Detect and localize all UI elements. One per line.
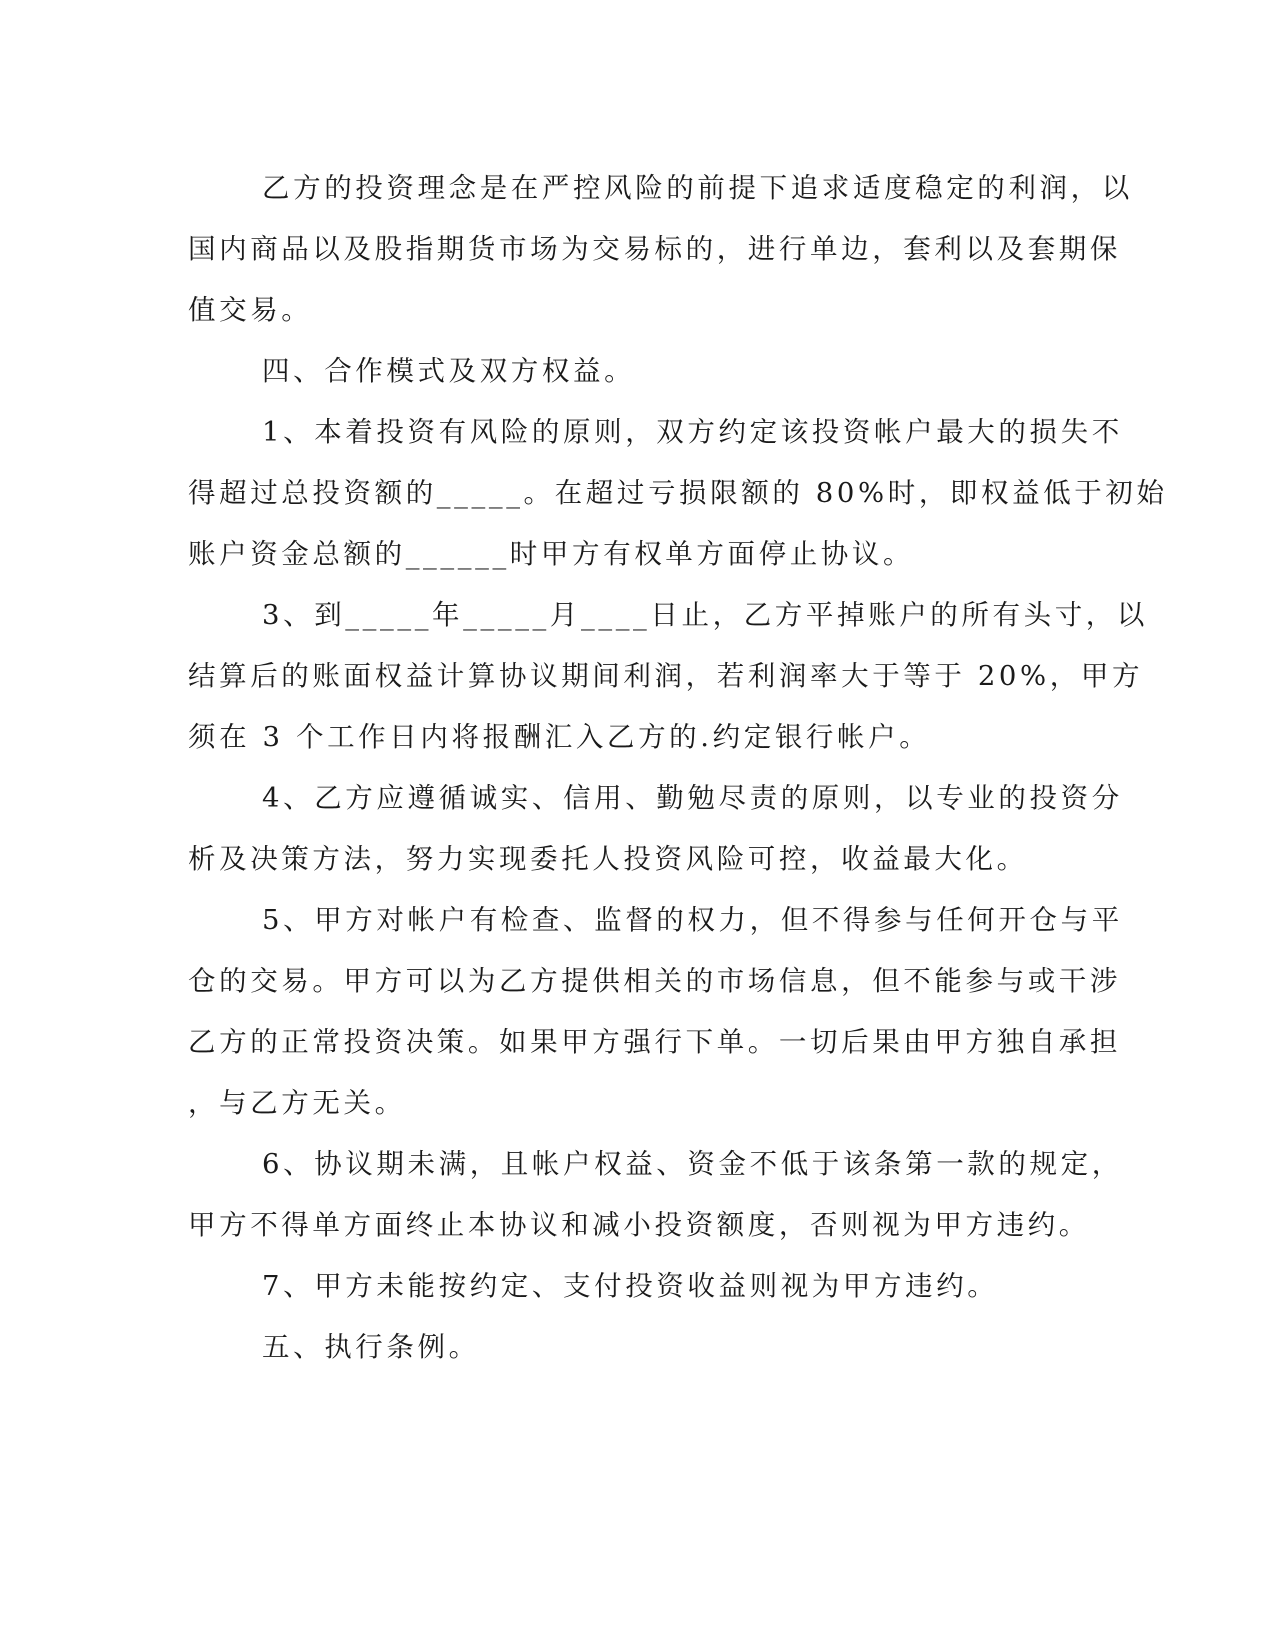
clause-1-line-2: 得超过总投资额的_____。在超过亏损限额的 80%时，即权益低于初始	[188, 477, 1168, 509]
clause-5-line-4: ，与乙方无关。	[188, 1087, 406, 1119]
clause-7-line-1: 7、甲方未能按约定、支付投资收益则视为甲方违约。	[262, 1270, 999, 1302]
paragraph-investment-philosophy-line-3: 值交易。	[188, 294, 313, 326]
clause-4-line-1: 4、乙方应遵循诚实、信用、勤勉尽责的原则，以专业的投资分	[262, 782, 1123, 814]
clause-3-line-1: 3、到_____年_____月____日止，乙方平掉账户的所有头寸，以	[262, 599, 1148, 631]
clause-3-line-2: 结算后的账面权益计算协议期间利润，若利润率大于等于 20%，甲方	[188, 660, 1144, 692]
clause-5-line-1: 5、甲方对帐户有检查、监督的权力，但不得参与任何开仓与平	[262, 904, 1123, 936]
paragraph-investment-philosophy-line-1: 乙方的投资理念是在严控风险的前提下追求适度稳定的利润，以	[262, 172, 1133, 204]
clause-3-line-3: 须在 3 个工作日内将报酬汇入乙方的.约定银行帐户。	[188, 721, 931, 753]
section-heading-cooperation-mode: 四、合作模式及双方权益。	[262, 355, 636, 387]
clause-1-line-3: 账户资金总额的______时甲方有权单方面停止协议。	[188, 538, 915, 570]
clause-6-line-2: 甲方不得单方面终止本协议和减小投资额度，否则视为甲方违约。	[188, 1209, 1090, 1241]
paragraph-investment-philosophy-line-2: 国内商品以及股指期货市场为交易标的，进行单边，套利以及套期保	[188, 233, 1121, 265]
document-body	[188, 158, 1168, 1378]
clause-5-line-2: 仓的交易。甲方可以为乙方提供相关的市场信息，但不能参与或干涉	[188, 965, 1121, 997]
clause-4-line-2: 析及决策方法，努力实现委托人投资风险可控，收益最大化。	[188, 843, 1028, 875]
section-heading-execution-rules: 五、执行条例。	[262, 1331, 480, 1363]
clause-6-line-1: 6、协议期未满，且帐户权益、资金不低于该条第一款的规定，	[262, 1148, 1123, 1180]
clause-1-line-1: 1、本着投资有风险的原则，双方约定该投资帐户最大的损失不	[262, 416, 1123, 448]
clause-5-line-3: 乙方的正常投资决策。如果甲方强行下单。一切后果由甲方独自承担	[188, 1026, 1121, 1058]
